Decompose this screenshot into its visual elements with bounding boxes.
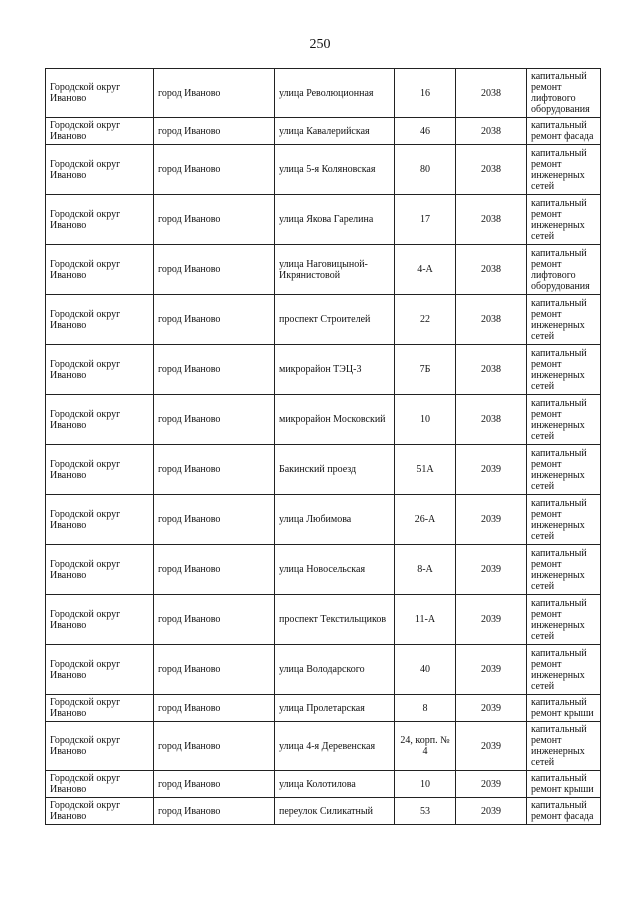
table-row — [46, 695, 601, 722]
year-cell: 2039 — [456, 595, 527, 645]
street-cell: улица Якова Гарелина — [275, 195, 395, 245]
city-cell: город Иваново — [154, 722, 275, 771]
work-type-cell: капитальный ремонт инженерных сетей — [527, 145, 601, 195]
city-cell: город Иваново — [154, 195, 275, 245]
table-row — [46, 118, 601, 145]
house-number-cell: 40 — [395, 645, 456, 695]
table-row — [46, 445, 601, 495]
street-cell: улица Новосельская — [275, 545, 395, 595]
okrug-cell: Городской округ Иваново — [46, 69, 154, 118]
street-cell: улица Революционная — [275, 69, 395, 118]
work-type-cell: капитальный ремонт крыши — [527, 695, 601, 722]
year-cell: 2038 — [456, 295, 527, 345]
house-number-cell: 17 — [395, 195, 456, 245]
city-cell: город Иваново — [154, 595, 275, 645]
street-cell: проспект Текстильщиков — [275, 595, 395, 645]
street-cell: улица Пролетарская — [275, 695, 395, 722]
table-row — [46, 245, 601, 295]
street-cell: Бакинский проезд — [275, 445, 395, 495]
work-type-cell: капитальный ремонт фасада — [527, 118, 601, 145]
table-row — [46, 798, 601, 825]
house-number-cell: 53 — [395, 798, 456, 825]
table-row — [46, 69, 601, 118]
city-cell: город Иваново — [154, 695, 275, 722]
okrug-cell: Городской округ Иваново — [46, 771, 154, 798]
okrug-cell: Городской округ Иваново — [46, 545, 154, 595]
city-cell: город Иваново — [154, 69, 275, 118]
city-cell: город Иваново — [154, 295, 275, 345]
okrug-cell: Городской округ Иваново — [46, 195, 154, 245]
street-cell: улица Володарского — [275, 645, 395, 695]
work-type-cell: капитальный ремонт инженерных сетей — [527, 295, 601, 345]
table-row — [46, 595, 601, 645]
okrug-cell: Городской округ Иваново — [46, 595, 154, 645]
work-type-cell: капитальный ремонт лифтового оборудования — [527, 69, 601, 118]
house-number-cell: 24, корп. № 4 — [395, 722, 456, 771]
house-number-cell: 80 — [395, 145, 456, 195]
table-row — [46, 545, 601, 595]
okrug-cell: Городской округ Иваново — [46, 722, 154, 771]
work-type-cell: капитальный ремонт инженерных сетей — [527, 495, 601, 545]
okrug-cell: Городской округ Иваново — [46, 345, 154, 395]
table-row — [46, 195, 601, 245]
year-cell: 2039 — [456, 722, 527, 771]
work-type-cell: капитальный ремонт инженерных сетей — [527, 545, 601, 595]
year-cell: 2038 — [456, 118, 527, 145]
table-row — [46, 145, 601, 195]
page-number: 250 — [309, 37, 331, 52]
work-type-cell: капитальный ремонт инженерных сетей — [527, 345, 601, 395]
house-number-cell: 8-А — [395, 545, 456, 595]
house-number-cell: 4-А — [395, 245, 456, 295]
city-cell: город Иваново — [154, 798, 275, 825]
city-cell: город Иваново — [154, 145, 275, 195]
year-cell: 2039 — [456, 798, 527, 825]
year-cell: 2039 — [456, 445, 527, 495]
house-number-cell: 22 — [395, 295, 456, 345]
okrug-cell: Городской округ Иваново — [46, 798, 154, 825]
house-number-cell: 7Б — [395, 345, 456, 395]
work-type-cell: капитальный ремонт инженерных сетей — [527, 645, 601, 695]
city-cell: город Иваново — [154, 545, 275, 595]
street-cell: улица 4-я Деревенская — [275, 722, 395, 771]
table-row — [46, 295, 601, 345]
work-type-cell: капитальный ремонт инженерных сетей — [527, 595, 601, 645]
street-cell: улица 5-я Коляновская — [275, 145, 395, 195]
year-cell: 2039 — [456, 771, 527, 798]
house-number-cell: 16 — [395, 69, 456, 118]
house-number-cell: 10 — [395, 771, 456, 798]
registry-table — [45, 68, 601, 825]
okrug-cell: Городской округ Иваново — [46, 645, 154, 695]
city-cell: город Иваново — [154, 395, 275, 445]
street-cell: улица Любимова — [275, 495, 395, 545]
okrug-cell: Городской округ Иваново — [46, 118, 154, 145]
year-cell: 2038 — [456, 345, 527, 395]
house-number-cell: 51А — [395, 445, 456, 495]
year-cell: 2039 — [456, 495, 527, 545]
table-row — [46, 771, 601, 798]
house-number-cell: 11-А — [395, 595, 456, 645]
year-cell: 2038 — [456, 195, 527, 245]
house-number-cell: 46 — [395, 118, 456, 145]
city-cell: город Иваново — [154, 245, 275, 295]
table-row — [46, 345, 601, 395]
work-type-cell: капитальный ремонт лифтового оборудования — [527, 245, 601, 295]
year-cell: 2039 — [456, 695, 527, 722]
house-number-cell: 26-А — [395, 495, 456, 545]
city-cell: город Иваново — [154, 445, 275, 495]
work-type-cell: капитальный ремонт инженерных сетей — [527, 395, 601, 445]
okrug-cell: Городской округ Иваново — [46, 695, 154, 722]
work-type-cell: капитальный ремонт инженерных сетей — [527, 195, 601, 245]
okrug-cell: Городской округ Иваново — [46, 145, 154, 195]
registry-table-body — [46, 69, 601, 825]
street-cell: улица Кавалерийская — [275, 118, 395, 145]
okrug-cell: Городской округ Иваново — [46, 495, 154, 545]
city-cell: город Иваново — [154, 345, 275, 395]
house-number-cell: 8 — [395, 695, 456, 722]
city-cell: город Иваново — [154, 495, 275, 545]
year-cell: 2039 — [456, 545, 527, 595]
street-cell: микрорайон Московский — [275, 395, 395, 445]
street-cell: улица Колотилова — [275, 771, 395, 798]
city-cell: город Иваново — [154, 771, 275, 798]
table-row — [46, 495, 601, 545]
street-cell: переулок Силикатный — [275, 798, 395, 825]
year-cell: 2038 — [456, 395, 527, 445]
year-cell: 2038 — [456, 245, 527, 295]
okrug-cell: Городской округ Иваново — [46, 245, 154, 295]
house-number-cell: 10 — [395, 395, 456, 445]
city-cell: город Иваново — [154, 118, 275, 145]
street-cell: микрорайон ТЭЦ-3 — [275, 345, 395, 395]
okrug-cell: Городской округ Иваново — [46, 395, 154, 445]
work-type-cell: капитальный ремонт инженерных сетей — [527, 445, 601, 495]
okrug-cell: Городской округ Иваново — [46, 445, 154, 495]
okrug-cell: Городской округ Иваново — [46, 295, 154, 345]
table-row — [46, 645, 601, 695]
year-cell: 2038 — [456, 145, 527, 195]
table-row — [46, 395, 601, 445]
year-cell: 2038 — [456, 69, 527, 118]
street-cell: проспект Строителей — [275, 295, 395, 345]
street-cell: улица Наговицыной-Икрянистовой — [275, 245, 395, 295]
table-row — [46, 722, 601, 771]
year-cell: 2039 — [456, 645, 527, 695]
work-type-cell: капитальный ремонт крыши — [527, 771, 601, 798]
city-cell: город Иваново — [154, 645, 275, 695]
work-type-cell: капитальный ремонт инженерных сетей — [527, 722, 601, 771]
work-type-cell: капитальный ремонт фасада — [527, 798, 601, 825]
